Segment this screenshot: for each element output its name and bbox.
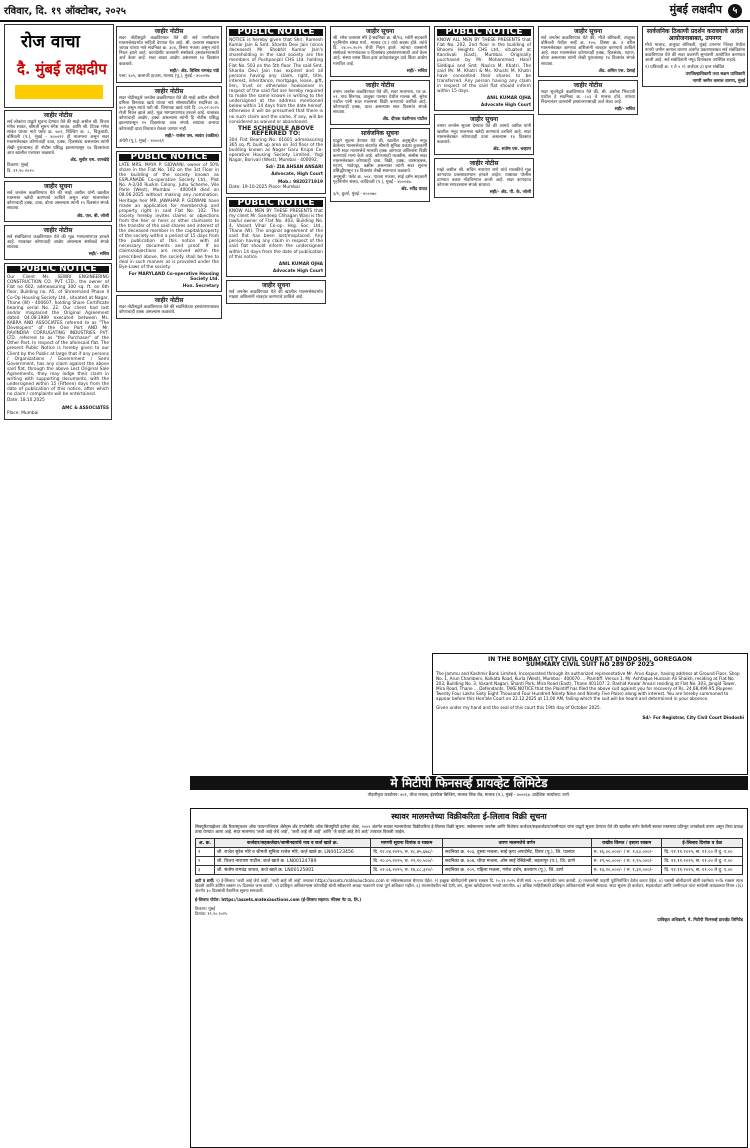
public-notice-header: PUBLIC NOTICE	[229, 200, 323, 207]
notice-title: जाहीर नोटीस	[365, 81, 395, 89]
auction-portal-text[interactable]: ई-लिलाव पोर्टल: https://assets.matexauctions.com (ई-लिलाव सहाय्य: मॅटेक्स नेट प्रा. लि.)	[195, 896, 362, 902]
notice-box	[330, 26, 430, 77]
table-row	[196, 857, 743, 866]
notice-box	[538, 80, 638, 115]
public-notice-mobile: Mob.: 9820271919	[277, 179, 323, 185]
column-1	[4, 110, 112, 1145]
notice-body: तमाम जनतेस कळविण्यात येते की, सदर मालमत्ता, घर क्र. ५१, गाव शिरगाव, तालुका पालघर येथील मालक श्री. सुरेश पाटील यांनी सदर मालमत्ता विक्री करण्याचे ठरविले आहे. कोणाचाही हक्क, दावा असल्यास सात दिवसांत संपर्क साधावा.	[333, 89, 427, 116]
notice-signature: सही/- ॲड. विशिष्ठ रामचंद्र पांडे	[169, 68, 219, 74]
notice-place: नागरी जमीन कमाल धारणा, मुंबई	[692, 78, 745, 84]
public-notice-date: Date: 19-10-2025 Place: Mumbai	[229, 184, 300, 190]
public-notice-secretary: Hon. Secretary	[182, 284, 219, 290]
public-notice-signature: AMC & ASSOCIATES	[61, 405, 109, 411]
public-notice-box	[116, 151, 222, 292]
table-cell: २	[196, 857, 215, 866]
public-notice-body: KNOW ALL MEN BY THESE PRESENTS that Flat No. 202, 2nd floor in the building of Bhoomi Heights CHS Ltd., situated at Kandivali (East), Mumbai. Originally purchased by Mr. Mohammed Hanif Siddiqui and Smt. Nasira M. Khatri. The said Mr. M. Khatri & Ms. Khushi M. Khatri have consented their shares to be transferred. Any person having any claim in respect of the said flat should inform within 15 days.	[437, 38, 531, 95]
table-row	[196, 866, 743, 875]
masthead	[0, 0, 750, 22]
notice-title: जाहीर नोटीस	[573, 81, 603, 89]
table-header-cell: तारण मालमत्तेचे वर्णन	[443, 839, 592, 848]
schedule-title: THE SCHEDULE ABOVE REFERRED TO:	[238, 124, 314, 137]
notice-address: अंधेरी (पू.), मुंबई - ४०००६९	[119, 138, 164, 144]
table-header-cell: अ. क्र.	[196, 839, 215, 848]
notice-title: सार्वजनिक सूचना	[361, 130, 399, 138]
company-address: नोंदणीकृत कार्यालय: ४०१, चौथा मजला, इंटरफेस बिल्डिंग, मालाड लिंक रोड, मालाड (प.), मुंबई - ४०००६४. प्रादेशिक कार्यालय: ठाणे.	[367, 792, 571, 797]
auction-portal	[191, 896, 747, 905]
schedule-body: 304 Flat Bearing No. 01601 admeasuring 365 sq. ft. built up area on 3rd floor of the building known as Nagar Garu Krupa Co-operative Housing Society Limited, Yogi Nagar, Borivali (West), Mumbai - 400092.	[229, 137, 323, 164]
notice-box	[116, 86, 222, 148]
notice-body: सर्व संबंधितांना कळविण्यात येते की मूळ भागप्रमाणपत्र हरवले आहे. त्याबाबत कोणाचाही आक्षेप असल्यास संस्थेकडे संपर्क साधावा.	[7, 234, 109, 250]
court-notice	[432, 653, 748, 775]
newspaper-title-text: मुंबई लक्षदीप	[669, 3, 722, 16]
table-cell: दि. २०.०५.२०२५, रु. २२,१०,५००/-	[371, 857, 443, 866]
issue-date: रविवार, दि. १९ ऑक्टोबर, २०२५	[4, 6, 127, 17]
public-notice-header: PUBLIC NOTICE	[119, 154, 219, 161]
column-6	[538, 26, 638, 648]
public-notice-signature: ANIL KUMAR OJHA	[486, 96, 531, 102]
table-cell: रु. १९,५०,०००/- / रु. १,९५,०००/-	[591, 857, 662, 866]
public-notice-date: Date: 18.10.2025	[7, 398, 45, 404]
auction-notice	[190, 808, 748, 1148]
notice-signature: सही/- सचिव	[88, 251, 109, 257]
court-given: Given under my hand and the seal of this court this 19th day of October 2025.	[436, 705, 601, 711]
table-cell: सदनिका क्र. २०३, दुसरा मजला, साई कृपा अपार्टमेंट, विरार (पू.), जि. पालघर	[443, 848, 592, 857]
public-notice-signature: ANIL KUMAR OJHA	[278, 261, 323, 267]
table-cell: रु. १६,००,०००/- / रु. १,६०,०००/-	[591, 848, 662, 857]
court-body: The Jammu and Kashmir Bank Limited, Incorporated through its authorized representative Mr. Arun Kapur, having address at Ground Floor, Shop No. 1, Arun Chambers, Kolkata Road, Kurla (West), Mumbai - 400070 ... Plaintiff. Versus 1. Mr. Ashfaque Hussain Ali Shaikh, residing at Flat No. 203, Building No. 3, Vasant Nagari, Shanti Park, Mira Road (East), Thane 401107. 2. Rashid Anwar Ansari residing at Flat No. 303, Jangid Tower, Mira Road, Thane ... Defendants. TAKE NOTICE that the Plaintiff has filed the above suit against you for recovery of Rs. 24,68,499.95 (Rupees Twenty Four Lakhs Sixty Eight Thousand Four Hundred Ninety Nine and Ninety Five Paise) along with interest. You are hereby summoned to appear before this Hon'ble Court on 22.12.2025 at 11.00 AM, failing which the suit will be heard and determined in your absence.	[436, 671, 740, 702]
public-notice-body: NOTICE is hereby given that Shri. Ramesh Kumar Jain & Smt. Sharda Devi Jain (since deceased) Mr. Shobhit Kumar Jain's shareholding in the said society are the members of Pushpanjali CHS Ltd. holding Flat No. 503 on the 5th floor. The said Smt. Sharda Devi Jain has expired and all persons having any claim, right, title, interest, inheritance, mortgage, lease, gift, lien, trust or otherwise howsoever in respect of the said flat are hereby required to make the same known in writing to the undersigned at the address mentioned below within 14 days from the date hereof, otherwise it will be presumed that there is no such claim and the same, if any, will be considered as waived or abandoned.	[229, 38, 323, 125]
notice-title: जाहीर सूचना	[469, 116, 499, 124]
notice-signature: उपजिल्हाधिकारी तथा सक्षम प्राधिकारी	[685, 71, 745, 77]
notice-list: १) प्रतिवादी क्र. १ ते ५ २) अर्जदार ३) इतर संबंधित	[645, 64, 725, 70]
public-notice-role: Advocate High Court	[272, 268, 323, 274]
notice-box	[4, 225, 112, 260]
notice-date: दि. १९.१०.२०२५	[7, 168, 34, 174]
column-5	[434, 26, 534, 648]
notice-place: ठिकाण: मुंबई	[7, 162, 29, 168]
table-header-cell: राखीव किंमत / इसारा रक्कम	[591, 839, 662, 848]
public-notice-box	[226, 26, 326, 194]
notice-box	[330, 128, 430, 201]
notice-box	[434, 158, 534, 199]
table-cell: ३	[196, 866, 215, 875]
notice-signature: ॲड. संतोष एस. चव्हाण	[492, 146, 531, 152]
notice-title: जाहीर सूचना	[261, 281, 291, 289]
notice-signature: सही/- ॲड. पी. के. जोशी	[489, 190, 531, 196]
notice-body: सदर नोटीसद्वारे कळविण्यात येते की सदनिकेच्या हस्तांतरणाबाबत कोणाचाही हक्क असल्यास कळवावे.	[119, 305, 219, 316]
table-cell: सदनिका क्र. ४०४, चौथा मजला, ओम साई रेसिडेन्सी, बदलापूर (प.), जि. ठाणे	[443, 857, 592, 866]
auction-place: ठिकाण: मुंबई	[195, 905, 216, 911]
notice-signature: अ‍ॅड. एल. बी. जोशी	[76, 213, 109, 219]
notice-body: सर्व जनतेस कळविण्यात येते की माझे अशील यांनी खालील मालमत्ता खरेदी करण्याचे ठरविले असून सदर मालमत्तेवर कोणाचाही हक्क, दावा, बोजा असल्यास त्यांनी १५ दिवसांत संपर्क साधावा.	[7, 191, 109, 212]
notice-address: ३/१, कुर्ला, मुंबई - ४०००७०	[333, 192, 377, 198]
terms-body: १) ई-लिलाव 'जशी आहे जेथे आहे', 'जशी आहे जी आहे' तत्त्वावर https://assets.matexauctions.com या संकेतस्थळावर घेण्यात येईल. २) इच्छुक बोलीदारांनी इसारा रक्कम दि. १०.११.२०२५ रोजी सायं. ५.०० वाजेपर्यंत जमा करावी. ३) मालमत्तेची पाहणी पूर्वनियोजित वेळेत करता येईल. ४) यशस्वी बोलीदाराने बोली रकमेच्या २५% रक्कम त्याच दिवशी आणि उर्वरित रक्कम १५ दिवसांत जमा करावी. ५) प्राधिकृत अधिकाऱ्यास कोणतीही बोली स्वीकारणे अथवा नाकारणे याचा पूर्ण अधिकार राहील. ६) मालमत्तेवरील सर्व देणी, कर, शुल्क खरेदीदारास भरावी लागतील. ७) अधिक माहितीसाठी प्राधिकृत अधिकाऱ्याशी संपर्क साधावा. सदर सूचना ही कर्जदार, सहकर्जदार आणि जामीनदार यांना सरफेसी कायद्याच्या नियम ८(६) अंतर्गत ३० दिवसांची वैधानिक सूचना समजावी.	[195, 878, 743, 893]
notice-title: जाहीर नोटीस	[469, 159, 499, 167]
table-cell: दि. १२.०४.२०२५, रु. १८,४५,६७८/-	[371, 848, 443, 857]
court-suit-number: SUMMARY CIVIL SUIT NO 289 OF 2023	[525, 661, 655, 668]
table-header-row	[196, 839, 743, 848]
notice-title: जाहीर सूचना	[573, 28, 603, 35]
column-7	[642, 26, 748, 648]
notice-signature: ॲड. अमित एस. देसाई	[598, 68, 635, 74]
public-notice-header: PUBLIC NOTICE	[7, 266, 109, 273]
public-notice-box	[226, 197, 326, 277]
notice-signature: सही/- सचिव	[406, 68, 427, 74]
notice-title: जाहीर नोटीस	[154, 87, 184, 95]
logo-line1: रोज वाचा	[21, 32, 80, 52]
column-4	[330, 26, 430, 776]
company-name-banner: मे मिटीपी फिनसर्व्ह प्रायव्हेट लिमिटेड	[190, 776, 748, 790]
public-notice-role: Advocate, High Court	[271, 172, 323, 178]
public-notice-box	[4, 263, 112, 420]
notice-body: मौजे मालाड, तालुका बोरिवली, मुंबई उपनगर जिल्हा येथील नागरी जमीन कमाल धारणा अंतर्गत प्रकरणाबाबत सर्व संबंधितांना कळविण्यात येते की सदर प्रकरणी सुनावणी आयोजित करण्यात आली आहे. सर्व संबंधितांनी नमूद दिनांकास उपस्थित राहावे.	[645, 43, 745, 64]
logo-bar	[15, 85, 103, 99]
court-title: IN THE BOMBAY CITY CIVIL COURT AT DINDOSHI, GOREGAON	[488, 656, 692, 663]
notice-box	[642, 26, 748, 87]
notice-body: श्री. रमेश दत्ताराम मोरे हे सदनिका क्र. बी/१३, ग्लोरी सहकारी गृहनिर्माण संस्था मर्या., मालाड (प.) यांचे सदस्य होते. त्यांचे दि. ०४.०५.२०२५ रोजी निधन झाले. त्यांच्या वारसांनी संस्थेकडे भागभांडवल व हितसंबंध हस्तांतरणासाठी अर्ज केला आहे. संस्था वारस किंवा इतर दावेदारांकडून दावे किंवा आक्षेप मागवित आहे.	[333, 36, 427, 67]
notice-box	[538, 26, 638, 77]
newspaper-title	[670, 2, 742, 18]
table-cell: दि. ११.११.२०२५, स. ११.०० ते दु. १.००	[662, 848, 743, 857]
public-notice-header: PUBLIC NOTICE	[229, 29, 323, 36]
page-number: ५	[728, 4, 742, 18]
notice-box	[434, 114, 534, 155]
notice-title: जाहीर नोटीस	[43, 112, 73, 119]
notice-body: माझे अशील श्री. सचिन नारायण राणे यांचे मालकीचे मूळ कागदपत्र प्रवासादरम्यान हरवले आहेत. याबाबत पोलीस ठाण्यात तक्रार नोंदविण्यात आली आहे. सदर कागदपत्र कोणास सापडल्यास संपर्क साधावा.	[437, 167, 531, 189]
table-header-cell: ई-लिलाव दिनांक व वेळ	[662, 839, 743, 848]
auction-intro: सिक्युरिटायझेशन अँड रिकन्स्ट्रक्शन ऑफ फायनान्शियल ॲसेट्स अँड एन्फोर्समेंट ऑफ सिक्युरिटी इंटरेस्ट ॲक्ट, २००२ अंतर्गत स्थावर मालमत्तेच्या विक्रीकरिता ई-लिलाव विक्री सूचना. सर्वसामान्य जनतेस आणि विशेषतः कर्जदार/सहकर्जदार/जामीनदार यांना याद्वारे सूचना देण्यात येते की खालील वर्णन केलेली स्थावर मालमत्ता प्रतिभूत धनकोकडे तारण असून तिचा प्रत्यक्ष ताबा घेण्यात आला आहे. सदर मालमत्ता 'जशी आहे जेथे आहे', 'जशी आहे जी आहे' आणि 'जे काही आहे तेथे आहे' तत्त्वावर विकली जाईल.	[195, 824, 743, 834]
notice-signature: सही/- सचिव	[614, 107, 635, 113]
table-cell: रु. १३,२०,०००/- / रु. १,३२,०००/-	[591, 866, 662, 875]
notice-box	[330, 80, 430, 126]
table-cell: श्री. राजेश सुरेश मोरे व श्रीमती सुनिता राजेश मोरे, कर्ज खाते क्र. LN00123456	[214, 848, 370, 857]
notice-signature: ॲड. रवींद्र यादव	[400, 187, 427, 193]
public-notice-place: Place: Mumbai	[7, 410, 39, 416]
auction-title: स्थावर मालमत्तेच्या विक्रीकरिता ई-लिलाव विक्री सूचना	[391, 812, 547, 821]
table-cell: श्री. संतोष रामचंद्र जाधव, कर्ज खाते क्र. LN00125901	[214, 866, 370, 875]
table-header-cell: कर्जदार/सहकर्जदार/जामीनदारांचे नाव व कर्ज खाते क्र.	[214, 839, 370, 848]
notice-body: सर्व जनतेस कळविण्यात येते की, मौजे बोरिवली, तालुका बोरिवली येथील सर्व्हे क्र. १०५, हिस्सा क्र. ३ वरील मालमत्तेबाबत आमच्या अशिलांनी व्यवहार करण्याचे ठरविले आहे. सदर मालमत्तेवर कोणाचाही हक्क, हितसंबंध, गहाण, बोजा असल्यास त्यांनी लेखी पुराव्यासह १४ दिवसांत संपर्क साधावा.	[541, 36, 635, 67]
table-row	[196, 848, 743, 857]
table-cell: सदनिका क्र. १०२, पहिला मजला, गणेश दर्शन, कल्याण (पू.), जि. ठाणे	[443, 866, 592, 875]
court-signature: Sd/- For Registrar, City Civil Court Dindoshi	[642, 714, 744, 720]
notice-box	[4, 181, 112, 222]
notice-body: सदर नोटीसद्वारे जनतेस कळविण्यात येते की माझे अशील श्रीमती प्रमिला विनायक खाडे यांच्या नावे सोसायटीतील सदनिका क्र. ४०२ असून त्यांचे पती श्री. विनायक खाडे यांचे दि. ०५.०२.२०२५ रोजी निधन झाले आहे. मूळ भागप्रमाणपत्र हरवले आहे. याबाबत कोणाचाही आक्षेप, हक्क असल्यास त्यांनी हि नोटीस प्रसिद्ध झाल्यापासून १५ दिवसांच्या आत संपर्क साधावा अन्यथा कोणताही दावा विचारात घेतला जाणार नाही.	[119, 95, 219, 132]
notice-title: जाहीर सूचना	[365, 28, 395, 35]
public-notice-signature: For MARYLAND Co-operative Housing Society Ltd.	[128, 271, 219, 282]
notice-body: सदर नोटीसद्वारे कळविण्यात येते की सर्व नागरिकांना मालमत्तेसंदर्भात माहिती देण्यात येत आहे. श्री. दत्ताराम सखाराम जाधव यांच्या नावे सदनिका क्र. ३०४, तिसरा मजला असून त्यांचे निधन झाले आहे. कायदेशीर वारसांनी संस्थेकडे हस्तांतरणासाठी अर्ज केला आहे. सदर बाबत आक्षेप असल्यास १४ दिवसांत कळवावे.	[119, 36, 219, 67]
newspaper-logo	[4, 24, 114, 108]
table-cell: दि. ११.११.२०२५, स. ११.०० ते दु. १.००	[662, 857, 743, 866]
notice-address: पत्ता: ६०५, बालाजी हाऊस, मालाड (पू.), मुंबई - ४०००९७	[119, 73, 210, 79]
table-cell: दि. ०२.०६.२०२५, रु. १४,८८,३२०/-	[371, 866, 443, 875]
notice-title: जाहीर नोटीस	[43, 226, 73, 234]
notice-signature: अ‍ॅड. सुधीर एस. वानखेडे	[70, 157, 109, 163]
auction-date: दिनांक: १९.१०.२०२५	[195, 910, 228, 916]
notice-signature: ॲड. दीपक पंढरीनाथ पाटील	[382, 117, 427, 123]
notice-title: सार्वजनिक ठिकाणी प्रदर्शन करावयाचे आदेश	[646, 28, 744, 35]
public-notice-body: LATE MRS. MAYA P. GIDWANI, owner of 50% share in the Flat No. 102 on the 1st Floor in the building of the society known as ESPLANADE Co-operative Society Ltd., Plot No. A-2/30 Ruskin Colony, Juhu Scheme, Vile Parle (West), Mumbai - 400049 died on 08.06.2025 without making any nomination. Heritage heir MR. JAWAHAR P. GIDWANI have made an application for membership and property right in said Flat No. 102. The society hereby invites claims or objections from the heir or heirs or other claimants to the transfer of the said shares and interest of the deceased member in the capital/property of the society within a period of 15 days from the publication of this notice with all necessary documents and proof. If no claims/objections are received within the prescribed above, the society shall be free to deal in such manner as is provided under the Bye-Laws of the society.	[119, 162, 219, 270]
public-notice-signature: Sd/- ZIA AHSAN ANSARI	[265, 165, 323, 171]
public-notice-role: Advocate High Court	[480, 103, 531, 109]
auction-footer	[191, 905, 747, 926]
notice-body: तमाम जनतेस सूचना देण्यात येते की आमचे अशील यांनी खालील नमूद मालमत्ता खरेदी करण्याचे ठरविले आहे. सदर मालमत्तेबाबत कोणाचाही दावा असल्यास १४ दिवसांत कळवावे.	[437, 124, 531, 145]
public-notice-body: Our Client Ms. SEWRI ENGINEERING CONSTRUCTION CO. PVT. LTD., the owner of Flat no 602, admeasuring 300 sq. ft. on 6th floor, Building no. A5, of Shreemand Phase II Co-Op Housing Society Ltd., situated at Nagar, Thane (W) - 400607, holding Share Certificate bearing serial No. 22. Our client had lost and/or misplaced the Original Agreement dated 04.08.1989 executed between Ms. KABRA AND ASSOCIATES referred to as "The Developers" of the One Part AND Mr. RAVINDRA CORRUGATING INDUSTRIES PVT. LTD. referred to as "the Purchaser" of the Other Part. In respect of the aforesaid flat. The present Public Notice is hereby given to our Client by the Public at large that if any persons / Organizations / Government / Semi Government, has any claim against the above said flat, through the above Lost Original Sale Agreements, they may lodge their claim in writing with supporting documents, with the undersigned within 15 (Fifteen) days from the date of publication of this notice, after which no claim / complaints will be entertained.	[7, 275, 109, 398]
terms-title: अटी व शर्ती:	[195, 878, 215, 883]
notice-schedule: अनुसूची: फ्लॅट क्र. ५०४, पाचवा मजला, साई दर्शन सहकारी गृहनिर्माण संस्था, कांदिवली (प.), मुंबई - ४०००६७.	[333, 175, 427, 186]
table-header-cell: मागणी सूचना दिनांक व रक्कम	[371, 839, 443, 848]
notice-body: सदर सूचनेद्वारे कळविण्यात येते की, श्री. अशोक भिकाजी पाटील हे सदनिका क्र. ८०३ चे मालक होते. त्यांच्या निधनानंतर वारसांनी हस्तांतरणासाठी अर्ज केला आहे.	[541, 89, 635, 106]
logo-line2: दै. मुंबई लक्षदीप	[17, 60, 107, 78]
notice-box	[4, 110, 112, 178]
notice-box	[226, 280, 326, 304]
notice-body: सर्व लोकांना याद्वारे सूचना देण्यात येते की माझे अशील श्री. विजय मंगेश सावंत, श्रीमती सुमन मंगेश सावंत, आणि श्री. दिपक मंगेश सावंत यांच्या नावे फ्लॅट क्र. ७०२, बिल्डिंग क्र. ८, चिकूवाडी, बोरिवली (प.), मुंबई - ४०००९२ ही मालमत्ता असून सदर मालमत्तेबाबत कोणाचाही दावा, हक्क, हितसंबंध असल्यास त्यांनी लेखी पुराव्यासह ही नोटीस प्रसिद्ध झाल्यापासून १४ दिवसांच्या आत खालील पत्त्यावर कळवावे.	[7, 120, 109, 156]
terms-section	[191, 877, 747, 896]
table-cell: १	[196, 848, 215, 857]
notice-title: जाहीर नोटीस	[154, 28, 184, 35]
notice-box	[116, 295, 222, 319]
notice-title: जाहीर सूचना	[43, 183, 73, 191]
auction-signature: प्राधिकृत अधिकारी, मे. मिटीपी फिनसर्व्ह प्रायव्हेट लिमिटेड	[657, 917, 743, 923]
public-notice-box	[434, 26, 534, 111]
table-cell: श्री. विजय नारायण पाटील, कर्ज खाते क्र. LN00124789	[214, 857, 370, 866]
notice-subtitle: आयोजनाबाबत, उपनगर	[668, 35, 722, 43]
notice-title: जाहीर नोटीस	[154, 297, 184, 305]
notice-box	[116, 26, 222, 83]
public-notice-header: PUBLIC NOTICE	[437, 29, 531, 36]
table-cell: दि. ११.११.२०२५, स. ११.०० ते दु. १.००	[662, 866, 743, 875]
notice-body: सर्व जनतेस कळविण्यात येते की खालील मालमत्तेसंदर्भात माझ्या अशिलांनी व्यवहार करण्याचे ठरविले आहे.	[229, 290, 323, 301]
public-notice-body: KNOW ALL MEN BY THESE PRESENTS that my client Mr. Sandeep Chhagan Wani is the lawful owner of Flat No. 403, Building No. 4, Vasant Vihar Co-op. Hsg. Soc. Ltd., Thane (W). The original agreement of the said flat has been lost/misplaced. Any person having any claim in respect of the said flat should inform the undersigned within 14 days from the date of publication of this notice.	[229, 208, 323, 260]
column-3	[226, 26, 326, 776]
notice-body: याद्वारे सूचना देण्यात येते की, खालील अनुसूचीत नमूद केलेल्या मालमत्तेच्या संदर्भात श्रीमती सुनिता प्रकाश कुलकर्णी यांनी सदर मालमत्तेचे मालकी हक्क आमच्या अशिलांना विक्री करण्याचे मान्य केले आहे. कोणत्याही व्यक्तीस, संस्थेस सदर मालमत्तेबाबत कोणताही दावा, विक्री, हक्क, वारसाहक्क, गहाण, भाडेपट्टा, बक्षीस असल्यास त्यांनी सदर सूचना प्रसिद्धीपासून १४ दिवसांत लेखी स्वरूपात कळवावे.	[333, 138, 427, 175]
notice-signature: सही/- राजेश एस. सावंत (वकील)	[164, 133, 219, 139]
auction-table	[195, 838, 743, 875]
